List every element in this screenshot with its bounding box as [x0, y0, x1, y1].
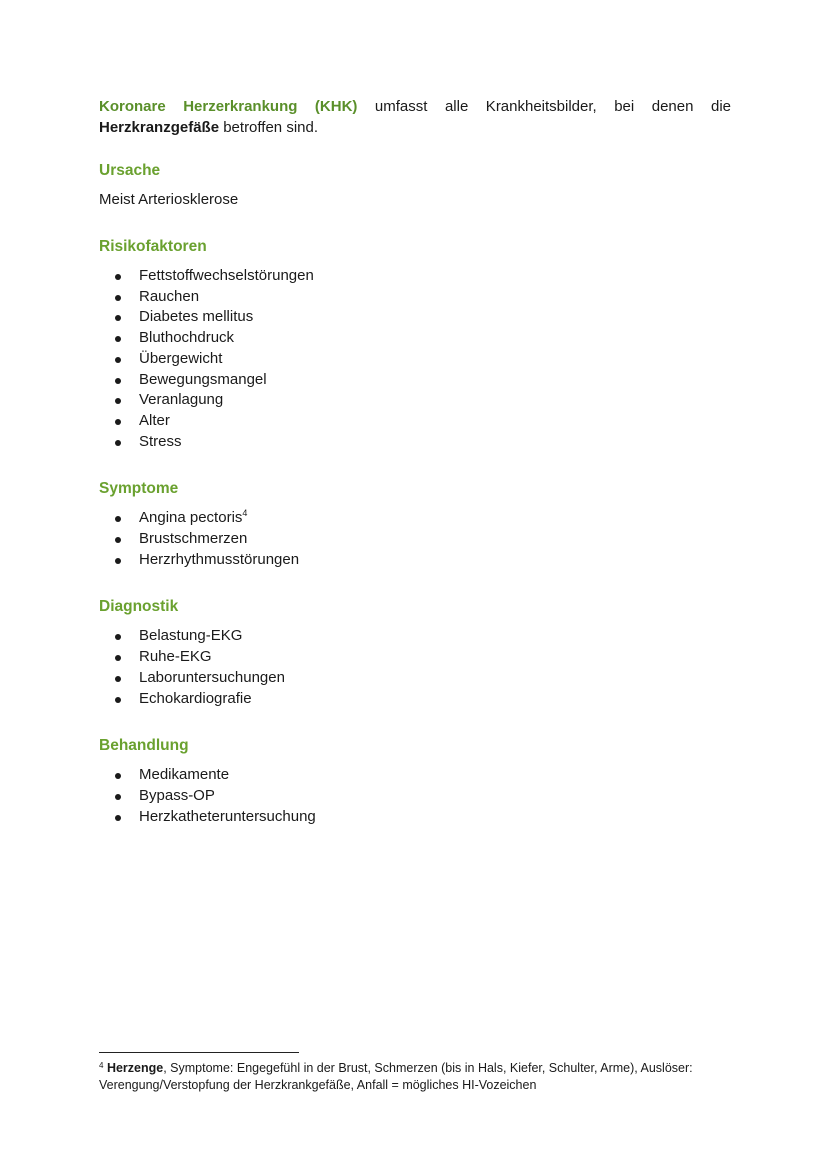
- list-item: [99, 550, 731, 571]
- list-item-label: Laboruntersuchungen: [139, 668, 285, 686]
- bullet-icon: [115, 634, 121, 640]
- list-item: [99, 529, 731, 550]
- list-item-label: Rauchen: [139, 287, 200, 305]
- bullet-icon: [115, 655, 121, 661]
- bullet-icon: [115, 537, 121, 543]
- list-item: [99, 370, 731, 391]
- list-item-label: Herzrhythmusstörungen: [139, 550, 300, 568]
- list-item-label: Echokardiografie: [139, 689, 252, 707]
- bullet-icon: [115, 516, 121, 522]
- list-item: [99, 349, 731, 370]
- bullet-icon: [115, 336, 121, 342]
- list-item: [99, 786, 731, 807]
- footnote: [99, 1060, 731, 1094]
- list-item: [99, 287, 731, 308]
- bullet-icon: [115, 440, 121, 446]
- list-item: [99, 390, 731, 411]
- list-item-label: Diabetes mellitus: [139, 308, 254, 326]
- bullet-icon: [115, 295, 121, 301]
- footnote-text: , Symptome: Engegefühl in der Brust, Schmerzen (bis in Hals, Kiefer, Schulter, Arme), Auslöser: Verengung/Verstopfung der Herzkrankgefäße, Anfall = mögliches HI-Vozeichen: [99, 1061, 693, 1092]
- list-item-label: Bypass-OP: [139, 786, 215, 804]
- list-item-label: Herzkatheteruntersuchung: [139, 807, 316, 825]
- heading-risikofaktoren: Risikofaktoren: [99, 238, 207, 255]
- intro-term: Koronare Herzerkrankung (KHK): [99, 98, 358, 115]
- list-item-label: Veranlagung: [139, 391, 224, 409]
- bullet-icon: [115, 419, 121, 425]
- bullet-icon: [115, 398, 121, 404]
- bullet-icon: [115, 697, 121, 703]
- list-item: [99, 668, 731, 689]
- list-item: [99, 689, 731, 710]
- list-item: [99, 508, 731, 529]
- footnote-term: Herzenge: [106, 1061, 164, 1075]
- bullet-icon: [115, 676, 121, 682]
- bullet-icon: [115, 357, 121, 363]
- list-item: [99, 765, 731, 786]
- list-item-label: Angina pectoris: [139, 509, 243, 527]
- heading-behandlung: Behandlung: [99, 737, 189, 755]
- bullet-icon: [115, 274, 121, 280]
- risikofaktoren-list: [99, 266, 731, 452]
- bullet-icon: [115, 378, 121, 384]
- list-item-label: Bewegungsmangel: [139, 370, 267, 388]
- bullet-icon: [115, 815, 121, 821]
- list-item-label: Bluthochdruck: [139, 329, 235, 347]
- list-item: [99, 411, 731, 432]
- list-item-label: Medikamente: [139, 766, 230, 784]
- heading-symptome: Symptome: [99, 480, 179, 498]
- list-item: [99, 432, 731, 453]
- list-item: [99, 328, 731, 349]
- list-item: [99, 647, 731, 668]
- intro-paragraph: [99, 96, 731, 138]
- list-item: [99, 307, 731, 328]
- list-item-label: Brustschmerzen: [139, 530, 248, 548]
- heading-diagnostik: Diagnostik: [99, 598, 179, 616]
- bullet-icon: [115, 315, 121, 321]
- list-item: [99, 266, 731, 287]
- list-item-label: Stress: [139, 432, 182, 450]
- ursache-text: Meist Arteriosklerose: [99, 191, 239, 208]
- heading-ursache: Ursache: [99, 162, 161, 179]
- intro-text-1: umfasst alle Krankheitsbilder, bei denen die: [357, 98, 731, 115]
- symptome-list: [99, 508, 731, 570]
- diagnostik-list: [99, 626, 731, 709]
- document-page: [99, 96, 731, 827]
- footnote-divider: [99, 1052, 299, 1053]
- list-item-label: Ruhe-EKG: [139, 648, 212, 666]
- intro-term-2: Herzkranzgefäße: [99, 119, 220, 136]
- bullet-icon: [115, 558, 121, 564]
- footnote-reference[interactable]: 4: [242, 508, 248, 519]
- intro-text-2: betroffen sind.: [219, 119, 319, 136]
- bullet-icon: [115, 773, 121, 779]
- list-item: [99, 807, 731, 828]
- list-item-label: Belastung-EKG: [139, 627, 243, 645]
- list-item-label: Alter: [139, 411, 170, 429]
- bullet-icon: [115, 794, 121, 800]
- list-item: [99, 626, 731, 647]
- footnote-number: 4: [99, 1061, 104, 1070]
- list-item-label: Fettstoffwechselstörungen: [139, 267, 314, 284]
- behandlung-list: [99, 765, 731, 827]
- list-item-label: Übergewicht: [139, 349, 223, 367]
